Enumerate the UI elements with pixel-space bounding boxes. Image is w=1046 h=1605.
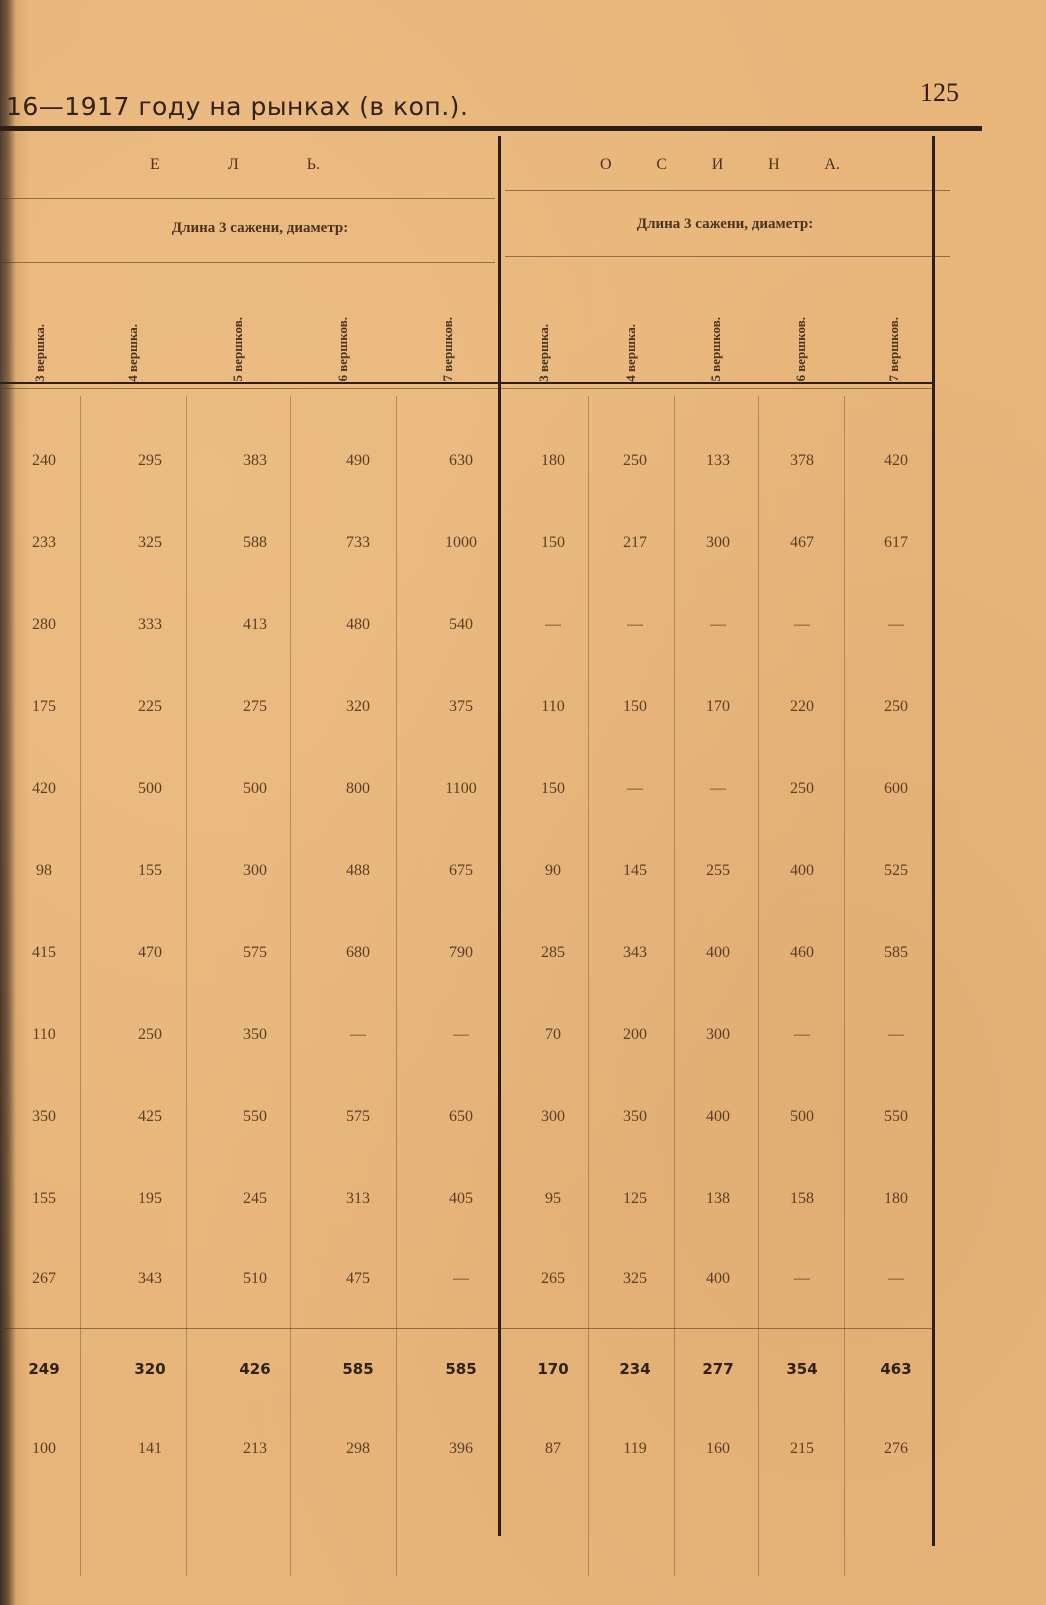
group-letter: Ь. bbox=[306, 156, 320, 173]
column-divider bbox=[80, 396, 81, 1576]
table-row bbox=[0, 1102, 970, 1132]
table-cell: — bbox=[794, 1026, 810, 1043]
average-separator bbox=[0, 1328, 934, 1329]
column-header: 4 вершка. bbox=[125, 324, 140, 382]
table-cell: 333 bbox=[138, 616, 162, 633]
table-cell: — bbox=[627, 780, 643, 797]
table-cell: 575 bbox=[243, 944, 267, 961]
table-cell: 588 bbox=[243, 534, 267, 551]
table-cell: 480 bbox=[346, 616, 370, 633]
table-cell: 540 bbox=[449, 616, 473, 633]
table-cell: 267 bbox=[32, 1270, 56, 1287]
table-cell: 415 bbox=[32, 944, 56, 961]
table-cell: 426 bbox=[239, 1360, 271, 1378]
table-row bbox=[0, 446, 970, 476]
table-cell: 250 bbox=[138, 1026, 162, 1043]
table-cell: 300 bbox=[706, 1026, 730, 1043]
table-cell: 240 bbox=[32, 452, 56, 469]
table-cell: 234 bbox=[619, 1360, 651, 1378]
group-letter: Л bbox=[227, 156, 239, 173]
table-cell: 213 bbox=[243, 1440, 267, 1457]
group-divider bbox=[498, 136, 501, 1536]
table-right-border bbox=[932, 136, 935, 1546]
table-cell: 98 bbox=[36, 862, 52, 879]
table-cell: 650 bbox=[449, 1108, 473, 1125]
subheader-aspen: Длина 3 сажени, диаметр: bbox=[636, 216, 814, 232]
header-rule bbox=[0, 126, 982, 131]
table-cell: 475 bbox=[346, 1270, 370, 1287]
table-cell: 400 bbox=[706, 944, 730, 961]
table-cell: 298 bbox=[346, 1440, 370, 1457]
table-row bbox=[0, 856, 970, 886]
subheader-spruce: Длина 3 сажени, диаметр: bbox=[171, 220, 349, 236]
table-cell: 90 bbox=[545, 862, 561, 879]
table-cell: 405 bbox=[449, 1190, 473, 1207]
table-row bbox=[0, 774, 970, 804]
column-divider bbox=[396, 396, 397, 1576]
table-cell: 180 bbox=[884, 1190, 908, 1207]
table-cell: 150 bbox=[541, 780, 565, 797]
table-row bbox=[0, 938, 970, 968]
table-cell: 250 bbox=[790, 780, 814, 797]
table-cell: 285 bbox=[541, 944, 565, 961]
table-cell: 490 bbox=[346, 452, 370, 469]
table-cell: 100 bbox=[32, 1440, 56, 1457]
table-cell: 343 bbox=[623, 944, 647, 961]
table-cell: 158 bbox=[790, 1190, 814, 1207]
column-header: 3 вершка. bbox=[32, 324, 47, 382]
table-cell: 630 bbox=[449, 452, 473, 469]
column-divider bbox=[186, 396, 187, 1576]
table-cell: 150 bbox=[623, 698, 647, 715]
group-letter: О bbox=[600, 156, 612, 173]
table-cell: — bbox=[888, 1270, 904, 1287]
table-cell: 280 bbox=[32, 616, 56, 633]
table-cell: 488 bbox=[346, 862, 370, 879]
table-cell: 733 bbox=[346, 534, 370, 551]
table-cell: 420 bbox=[32, 780, 56, 797]
table-cell: 265 bbox=[541, 1270, 565, 1287]
table-cell: 150 bbox=[541, 534, 565, 551]
table-cell: — bbox=[794, 616, 810, 633]
table-cell: 160 bbox=[706, 1440, 730, 1457]
table-cell: 313 bbox=[346, 1190, 370, 1207]
table-cell: 220 bbox=[790, 698, 814, 715]
table-cell: 217 bbox=[623, 534, 647, 551]
group-letter: Н bbox=[768, 156, 780, 173]
table-cell: 300 bbox=[541, 1108, 565, 1125]
table-cell: 215 bbox=[790, 1440, 814, 1457]
table-cell: 175 bbox=[32, 698, 56, 715]
table-cell: 467 bbox=[790, 534, 814, 551]
table-cell: 320 bbox=[134, 1360, 166, 1378]
table-cell: — bbox=[888, 1026, 904, 1043]
table-cell: 249 bbox=[28, 1360, 60, 1378]
table-cell: 325 bbox=[623, 1270, 647, 1287]
group-header-spruce bbox=[150, 156, 320, 174]
column-header: 7 вершков. bbox=[440, 317, 455, 382]
column-divider bbox=[290, 396, 291, 1576]
table-cell: 225 bbox=[138, 698, 162, 715]
table-cell: 585 bbox=[884, 944, 908, 961]
table-cell: — bbox=[794, 1270, 810, 1287]
subheader-divider bbox=[0, 262, 495, 263]
column-divider bbox=[674, 396, 675, 1576]
table-cell: 133 bbox=[706, 452, 730, 469]
table-cell: 800 bbox=[346, 780, 370, 797]
table-cell: 110 bbox=[32, 1026, 56, 1043]
group-letter: И bbox=[711, 156, 724, 173]
column-header: 6 вершков. bbox=[335, 317, 350, 382]
table-cell: 354 bbox=[786, 1360, 818, 1378]
column-divider bbox=[588, 396, 589, 1576]
table-cell: 276 bbox=[884, 1440, 908, 1457]
table-cell: — bbox=[710, 780, 726, 797]
page-title: 16—1917 году на рынках (в коп.). bbox=[6, 92, 469, 121]
table-cell: 500 bbox=[790, 1108, 814, 1125]
column-divider bbox=[844, 396, 845, 1576]
table-cell: 141 bbox=[138, 1440, 162, 1457]
table-row bbox=[0, 610, 970, 640]
table-cell: 378 bbox=[790, 452, 814, 469]
table-cell: — bbox=[710, 616, 726, 633]
table-cell: 383 bbox=[243, 452, 267, 469]
table-row bbox=[0, 692, 970, 722]
price-table bbox=[0, 136, 970, 1576]
table-cell: 70 bbox=[545, 1026, 561, 1043]
table-cell: 350 bbox=[243, 1026, 267, 1043]
table-cell: 300 bbox=[706, 534, 730, 551]
group-letter: С bbox=[656, 156, 667, 173]
table-cell: 233 bbox=[32, 534, 56, 551]
table-cell: 125 bbox=[623, 1190, 647, 1207]
group-header-aspen bbox=[600, 156, 840, 174]
table-cell: 396 bbox=[449, 1440, 473, 1457]
table-cell: 250 bbox=[623, 452, 647, 469]
table-cell: 295 bbox=[138, 452, 162, 469]
table-cell: 320 bbox=[346, 698, 370, 715]
table-cell: 343 bbox=[138, 1270, 162, 1287]
table-cell: 300 bbox=[243, 862, 267, 879]
table-cell: 200 bbox=[623, 1026, 647, 1043]
table-cell: 119 bbox=[623, 1440, 647, 1457]
table-cell: 585 bbox=[445, 1360, 477, 1378]
table-cell: 155 bbox=[138, 862, 162, 879]
table-cell: 87 bbox=[545, 1440, 561, 1457]
column-header: 5 вершков. bbox=[230, 317, 245, 382]
header-divider bbox=[505, 190, 950, 191]
table-cell: 550 bbox=[884, 1108, 908, 1125]
table-cell: 463 bbox=[880, 1360, 912, 1378]
table-cell: 425 bbox=[138, 1108, 162, 1125]
group-letter: А. bbox=[824, 156, 840, 173]
table-row bbox=[0, 1020, 970, 1050]
table-cell: 400 bbox=[790, 862, 814, 879]
table-cell: 413 bbox=[243, 616, 267, 633]
table-cell: 400 bbox=[706, 1108, 730, 1125]
table-cell: 510 bbox=[243, 1270, 267, 1287]
table-cell: 170 bbox=[537, 1360, 569, 1378]
column-divider bbox=[758, 396, 759, 1576]
table-row bbox=[0, 1434, 970, 1464]
header-divider bbox=[0, 198, 495, 199]
table-cell: 138 bbox=[706, 1190, 730, 1207]
table-cell: 95 bbox=[545, 1190, 561, 1207]
column-header: 5 вершков. bbox=[708, 317, 723, 382]
table-cell: 255 bbox=[706, 862, 730, 879]
table-cell: 350 bbox=[32, 1108, 56, 1125]
table-cell: 470 bbox=[138, 944, 162, 961]
column-header: 3 вершка. bbox=[536, 324, 551, 382]
table-cell: — bbox=[453, 1026, 469, 1043]
table-cell: 250 bbox=[884, 698, 908, 715]
table-cell: 275 bbox=[243, 698, 267, 715]
table-row bbox=[0, 1184, 970, 1214]
table-cell: — bbox=[350, 1026, 366, 1043]
table-cell: 277 bbox=[702, 1360, 734, 1378]
table-cell: 575 bbox=[346, 1108, 370, 1125]
table-cell: 600 bbox=[884, 780, 908, 797]
page-number: 125 bbox=[920, 78, 959, 107]
table-cell: 350 bbox=[623, 1108, 647, 1125]
table-cell: 195 bbox=[138, 1190, 162, 1207]
table-cell: 110 bbox=[541, 698, 565, 715]
table-cell: 680 bbox=[346, 944, 370, 961]
table-cell: — bbox=[888, 616, 904, 633]
table-cell: 180 bbox=[541, 452, 565, 469]
table-cell: 617 bbox=[884, 534, 908, 551]
subheader-divider bbox=[505, 256, 950, 257]
table-cell: 1000 bbox=[445, 534, 477, 551]
column-header: 7 вершков. bbox=[886, 317, 901, 382]
header-bottom-rule bbox=[0, 382, 934, 384]
table-cell: 245 bbox=[243, 1190, 267, 1207]
table-cell: 155 bbox=[32, 1190, 56, 1207]
table-cell: 500 bbox=[138, 780, 162, 797]
table-cell: — bbox=[545, 616, 561, 633]
table-cell: 170 bbox=[706, 698, 730, 715]
table-cell: 550 bbox=[243, 1108, 267, 1125]
table-cell: 460 bbox=[790, 944, 814, 961]
table-cell: — bbox=[453, 1270, 469, 1287]
table-row bbox=[0, 528, 970, 558]
table-cell: 145 bbox=[623, 862, 647, 879]
table-cell: 500 bbox=[243, 780, 267, 797]
table-cell: 325 bbox=[138, 534, 162, 551]
table-cell: 400 bbox=[706, 1270, 730, 1287]
column-header: 6 вершков. bbox=[793, 317, 808, 382]
table-cell: 790 bbox=[449, 944, 473, 961]
table-row bbox=[0, 1264, 970, 1294]
table-cell: — bbox=[627, 616, 643, 633]
table-cell: 525 bbox=[884, 862, 908, 879]
table-cell: 375 bbox=[449, 698, 473, 715]
column-header: 4 вершка. bbox=[623, 324, 638, 382]
table-cell: 1100 bbox=[445, 780, 477, 797]
table-cell: 675 bbox=[449, 862, 473, 879]
group-letter: Е bbox=[150, 156, 160, 173]
average-row bbox=[0, 1354, 970, 1384]
table-cell: 420 bbox=[884, 452, 908, 469]
table-cell: 585 bbox=[342, 1360, 374, 1378]
header-bottom-rule-thin bbox=[0, 388, 934, 389]
